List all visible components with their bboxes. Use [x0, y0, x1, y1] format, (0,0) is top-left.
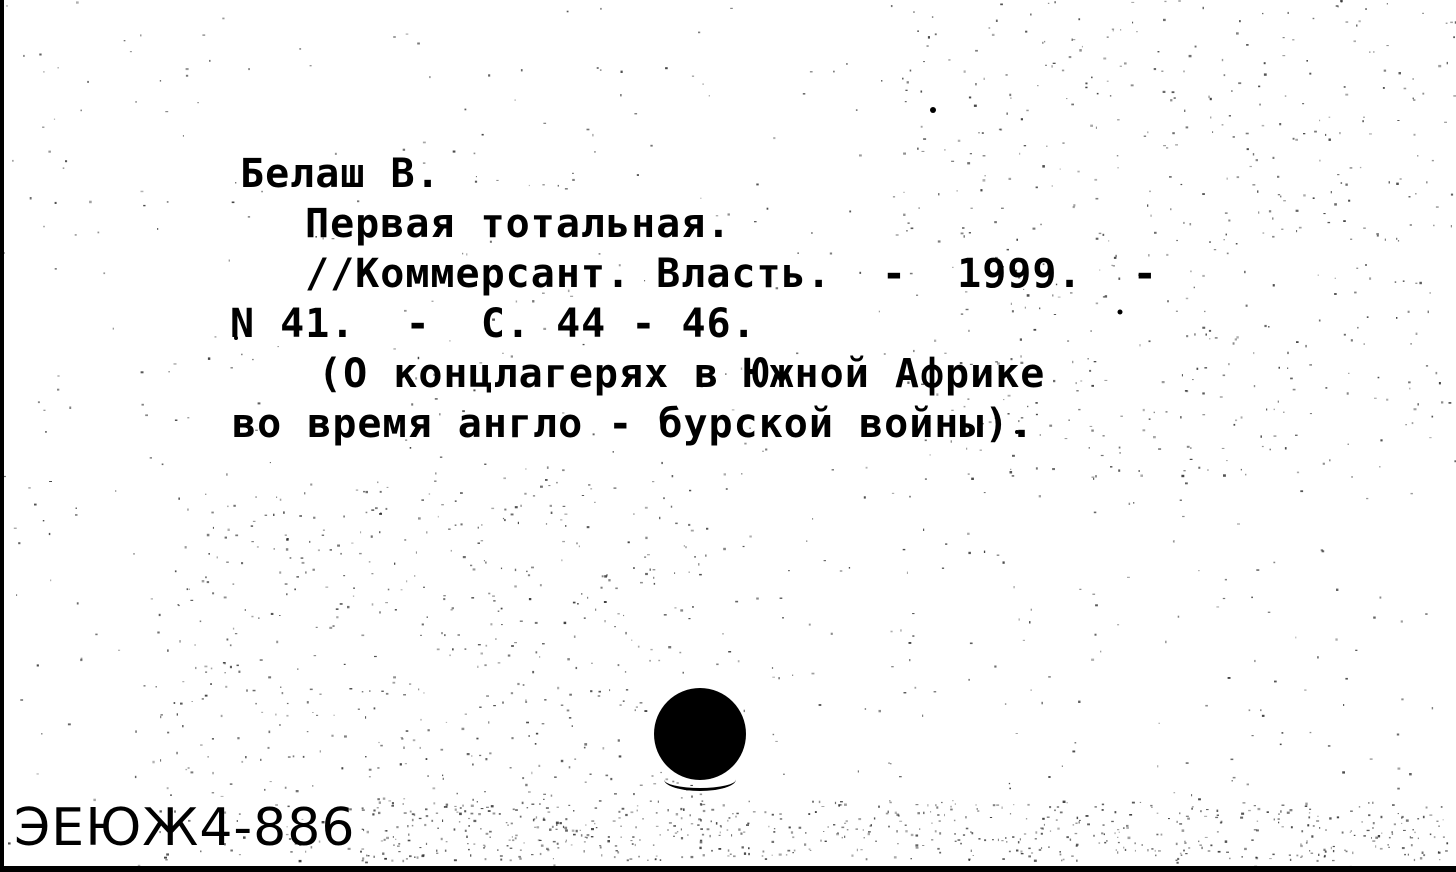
author-name: Белаш В.	[240, 151, 441, 197]
punch-hole	[654, 688, 746, 780]
issue-pages-line: N 41. - С. 44 - 46.	[230, 301, 757, 347]
catalog-code: ЭЕЮЖ4-886	[14, 798, 356, 858]
article-title: Первая тотальная.	[305, 201, 732, 247]
annotation-line-1: (О концлагерях в Южной Африке	[318, 351, 1046, 397]
source-line: //Коммерсант. Власть. - 1999. -	[305, 251, 1158, 297]
card-bottom-edge	[0, 866, 1456, 872]
card-left-edge	[0, 0, 4, 872]
annotation-line-2: во время англо - бурской войны).	[232, 401, 1035, 447]
punch-hole-shadow	[664, 768, 736, 791]
